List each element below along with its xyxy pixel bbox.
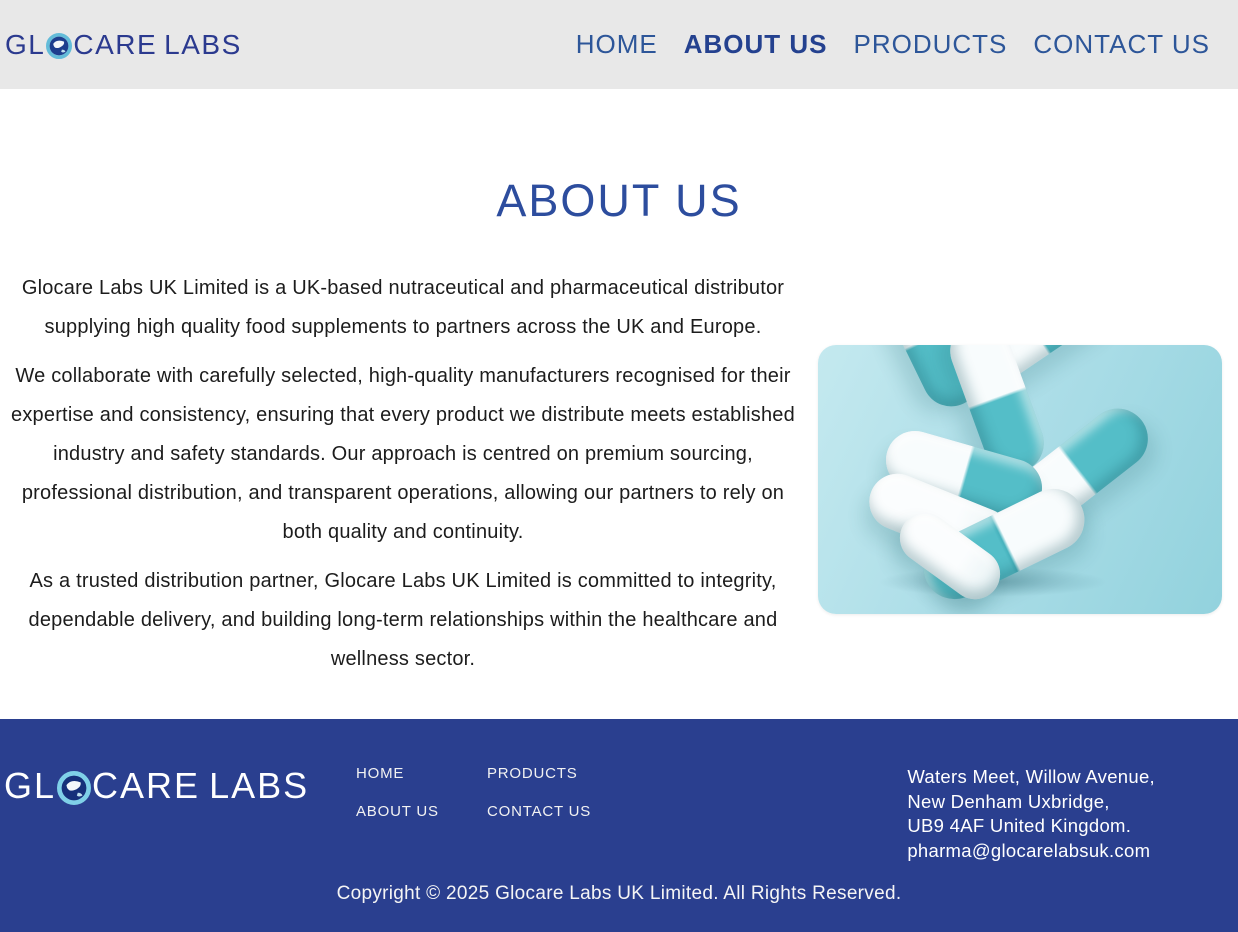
globe-icon [46,33,72,59]
site-header [0,0,1238,89]
main-nav [576,29,1210,60]
logo-text-gl: GL [5,28,46,60]
about-image-column [806,345,1233,614]
page-title: ABOUT US [496,175,742,226]
about-paragraph-2: We collaborate with carefully selected, high-quality manufacturers recognised for their expertise and consistency, ensuring that every product we distribute meets established industry and safety standards. Our approach is centred on premium sourcing, professional distribution, and transparent operations, allowing our partners to rely on both quality and continuity. [11,365,795,543]
footer-logo-text-labs: LABS [209,765,310,806]
main-content [0,175,1238,689]
footer-nav-contact-us[interactable]: CONTACT US [487,803,592,820]
about-content-row [0,269,1238,689]
address-line-2: New Denham Uxbridge, [907,790,1110,812]
footer-logo-text-gl: GL [4,765,57,806]
capsules-hero-image [818,345,1222,614]
globe-icon [57,771,91,805]
site-footer [0,719,1238,932]
footer-nav [356,765,618,841]
address-line-3: UB9 4AF United Kingdom. [907,815,1132,836]
footer-nav-home[interactable]: HOME [356,765,405,782]
footer-nav-about-us[interactable]: ABOUT US [356,803,439,820]
about-paragraph-3: As a trusted distribution partner, Glocare Labs UK Limited is committed to integrity, dependable delivery, and building long-term relationships within the healthcare and wellness sector. [28,570,778,670]
contact-email[interactable]: pharma@glocarelabsuk.com [907,839,1151,861]
address-line-1: Waters Meet, Willow Avenue, [907,766,1155,787]
footer-top-row [0,719,1238,863]
nav-about-us[interactable]: ABOUT US [683,29,828,59]
copyright-notice: Copyright © 2025 Glocare Labs UK Limited. All Rights Reserved. [336,883,902,904]
header-logo[interactable] [5,29,242,61]
nav-contact-us[interactable]: CONTACT US [1033,29,1210,59]
nav-products[interactable]: PRODUCTS [853,29,1008,59]
footer-nav-products[interactable]: PRODUCTS [487,765,578,782]
logo-text-labs: LABS [164,28,242,60]
about-paragraph-1: Glocare Labs UK Limited is a UK-based nutraceutical and pharmaceutical distributor supplying high quality food supplements to partners across the UK and Europe. [21,277,785,338]
logo-text-care: CARE [73,28,158,60]
nav-home[interactable]: HOME [575,29,658,59]
footer-nav-column-2 [487,765,618,841]
footer-nav-column-1 [356,765,487,841]
footer-logo[interactable] [4,765,356,807]
about-text-column [0,269,806,689]
footer-address [907,765,1155,863]
footer-logo-text-care: CARE [92,765,201,806]
